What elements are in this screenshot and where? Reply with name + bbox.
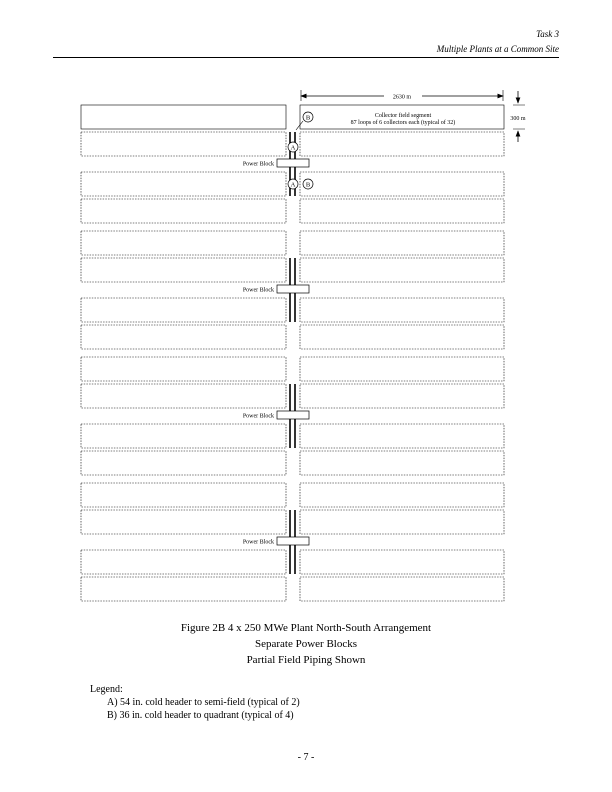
collector-field-segment bbox=[81, 325, 286, 349]
collector-field-segment bbox=[300, 258, 504, 282]
segment-label-line1: Collector field segment bbox=[374, 113, 432, 119]
header-task: Task 3 bbox=[536, 29, 559, 39]
collector-field-segment bbox=[81, 424, 286, 448]
collector-field-segment bbox=[81, 357, 286, 381]
collector-field-segment bbox=[81, 483, 286, 507]
collector-field-segment bbox=[300, 132, 504, 156]
collector-field-segment bbox=[300, 199, 504, 223]
collector-field-segment bbox=[81, 258, 286, 282]
collector-field-segment bbox=[81, 132, 286, 156]
collector-field-segment bbox=[300, 298, 504, 322]
legend-item-b: B) 36 in. cold header to quadrant (typical of 4) bbox=[107, 710, 294, 721]
power-block bbox=[277, 411, 309, 419]
collector-field-segment bbox=[81, 550, 286, 574]
collector-field-segment bbox=[81, 298, 286, 322]
legend-item-a: A) 54 in. cold header to semi-field (typical of 2) bbox=[107, 697, 300, 708]
legend-title: Legend: bbox=[90, 684, 123, 695]
collector-field-segment bbox=[300, 172, 504, 196]
collector-field-segment bbox=[81, 510, 286, 534]
collector-field-segment bbox=[81, 105, 286, 129]
collector-field-segment bbox=[300, 577, 504, 601]
marker-a-label: A bbox=[290, 181, 296, 189]
collector-field-segment bbox=[81, 231, 286, 255]
power-block-label: Power Block bbox=[242, 161, 274, 168]
collector-field-segment bbox=[81, 577, 286, 601]
collector-field-segment bbox=[81, 172, 286, 196]
power-block-label: Power Block bbox=[242, 539, 274, 546]
collector-field-segment bbox=[300, 451, 504, 475]
marker-a-label: A bbox=[290, 144, 296, 152]
height-dimension-label: 300 m bbox=[510, 116, 526, 122]
collector-field-segment bbox=[300, 483, 504, 507]
legend bbox=[90, 683, 300, 722]
power-block bbox=[277, 537, 309, 545]
figure-caption-line2: Separate Power Blocks bbox=[254, 638, 358, 650]
collector-field-segment bbox=[300, 550, 504, 574]
collector-field-segment bbox=[81, 384, 286, 408]
power-block bbox=[277, 285, 309, 293]
figure-caption-line3: Partial Field Piping Shown bbox=[246, 654, 366, 666]
collector-field-segment bbox=[300, 325, 504, 349]
marker-b-label: B bbox=[305, 114, 311, 122]
collector-field-segment bbox=[81, 199, 286, 223]
collector-field-segment bbox=[300, 231, 504, 255]
power-block-label: Power Block bbox=[242, 287, 274, 294]
segment-label-line2: 87 loops of 6 collectors each (typical of 32) bbox=[350, 120, 456, 126]
collector-field-segment bbox=[300, 424, 504, 448]
figure-caption-title: Figure 2B 4 x 250 MWe Plant North-South Arrangement bbox=[180, 622, 432, 634]
power-block bbox=[277, 159, 309, 167]
page-number: - 7 - bbox=[297, 752, 315, 763]
collector-field-segment bbox=[300, 384, 504, 408]
header-subtitle: Multiple Plants at a Common Site bbox=[436, 44, 559, 54]
collector-field-segment bbox=[81, 451, 286, 475]
marker-b-label: B bbox=[305, 181, 311, 189]
power-block-label: Power Block bbox=[242, 413, 274, 420]
width-dimension-label: 2630 m bbox=[392, 94, 412, 101]
collector-field-segment bbox=[300, 510, 504, 534]
collector-field-segment bbox=[300, 357, 504, 381]
marker-b-leader bbox=[296, 121, 303, 130]
